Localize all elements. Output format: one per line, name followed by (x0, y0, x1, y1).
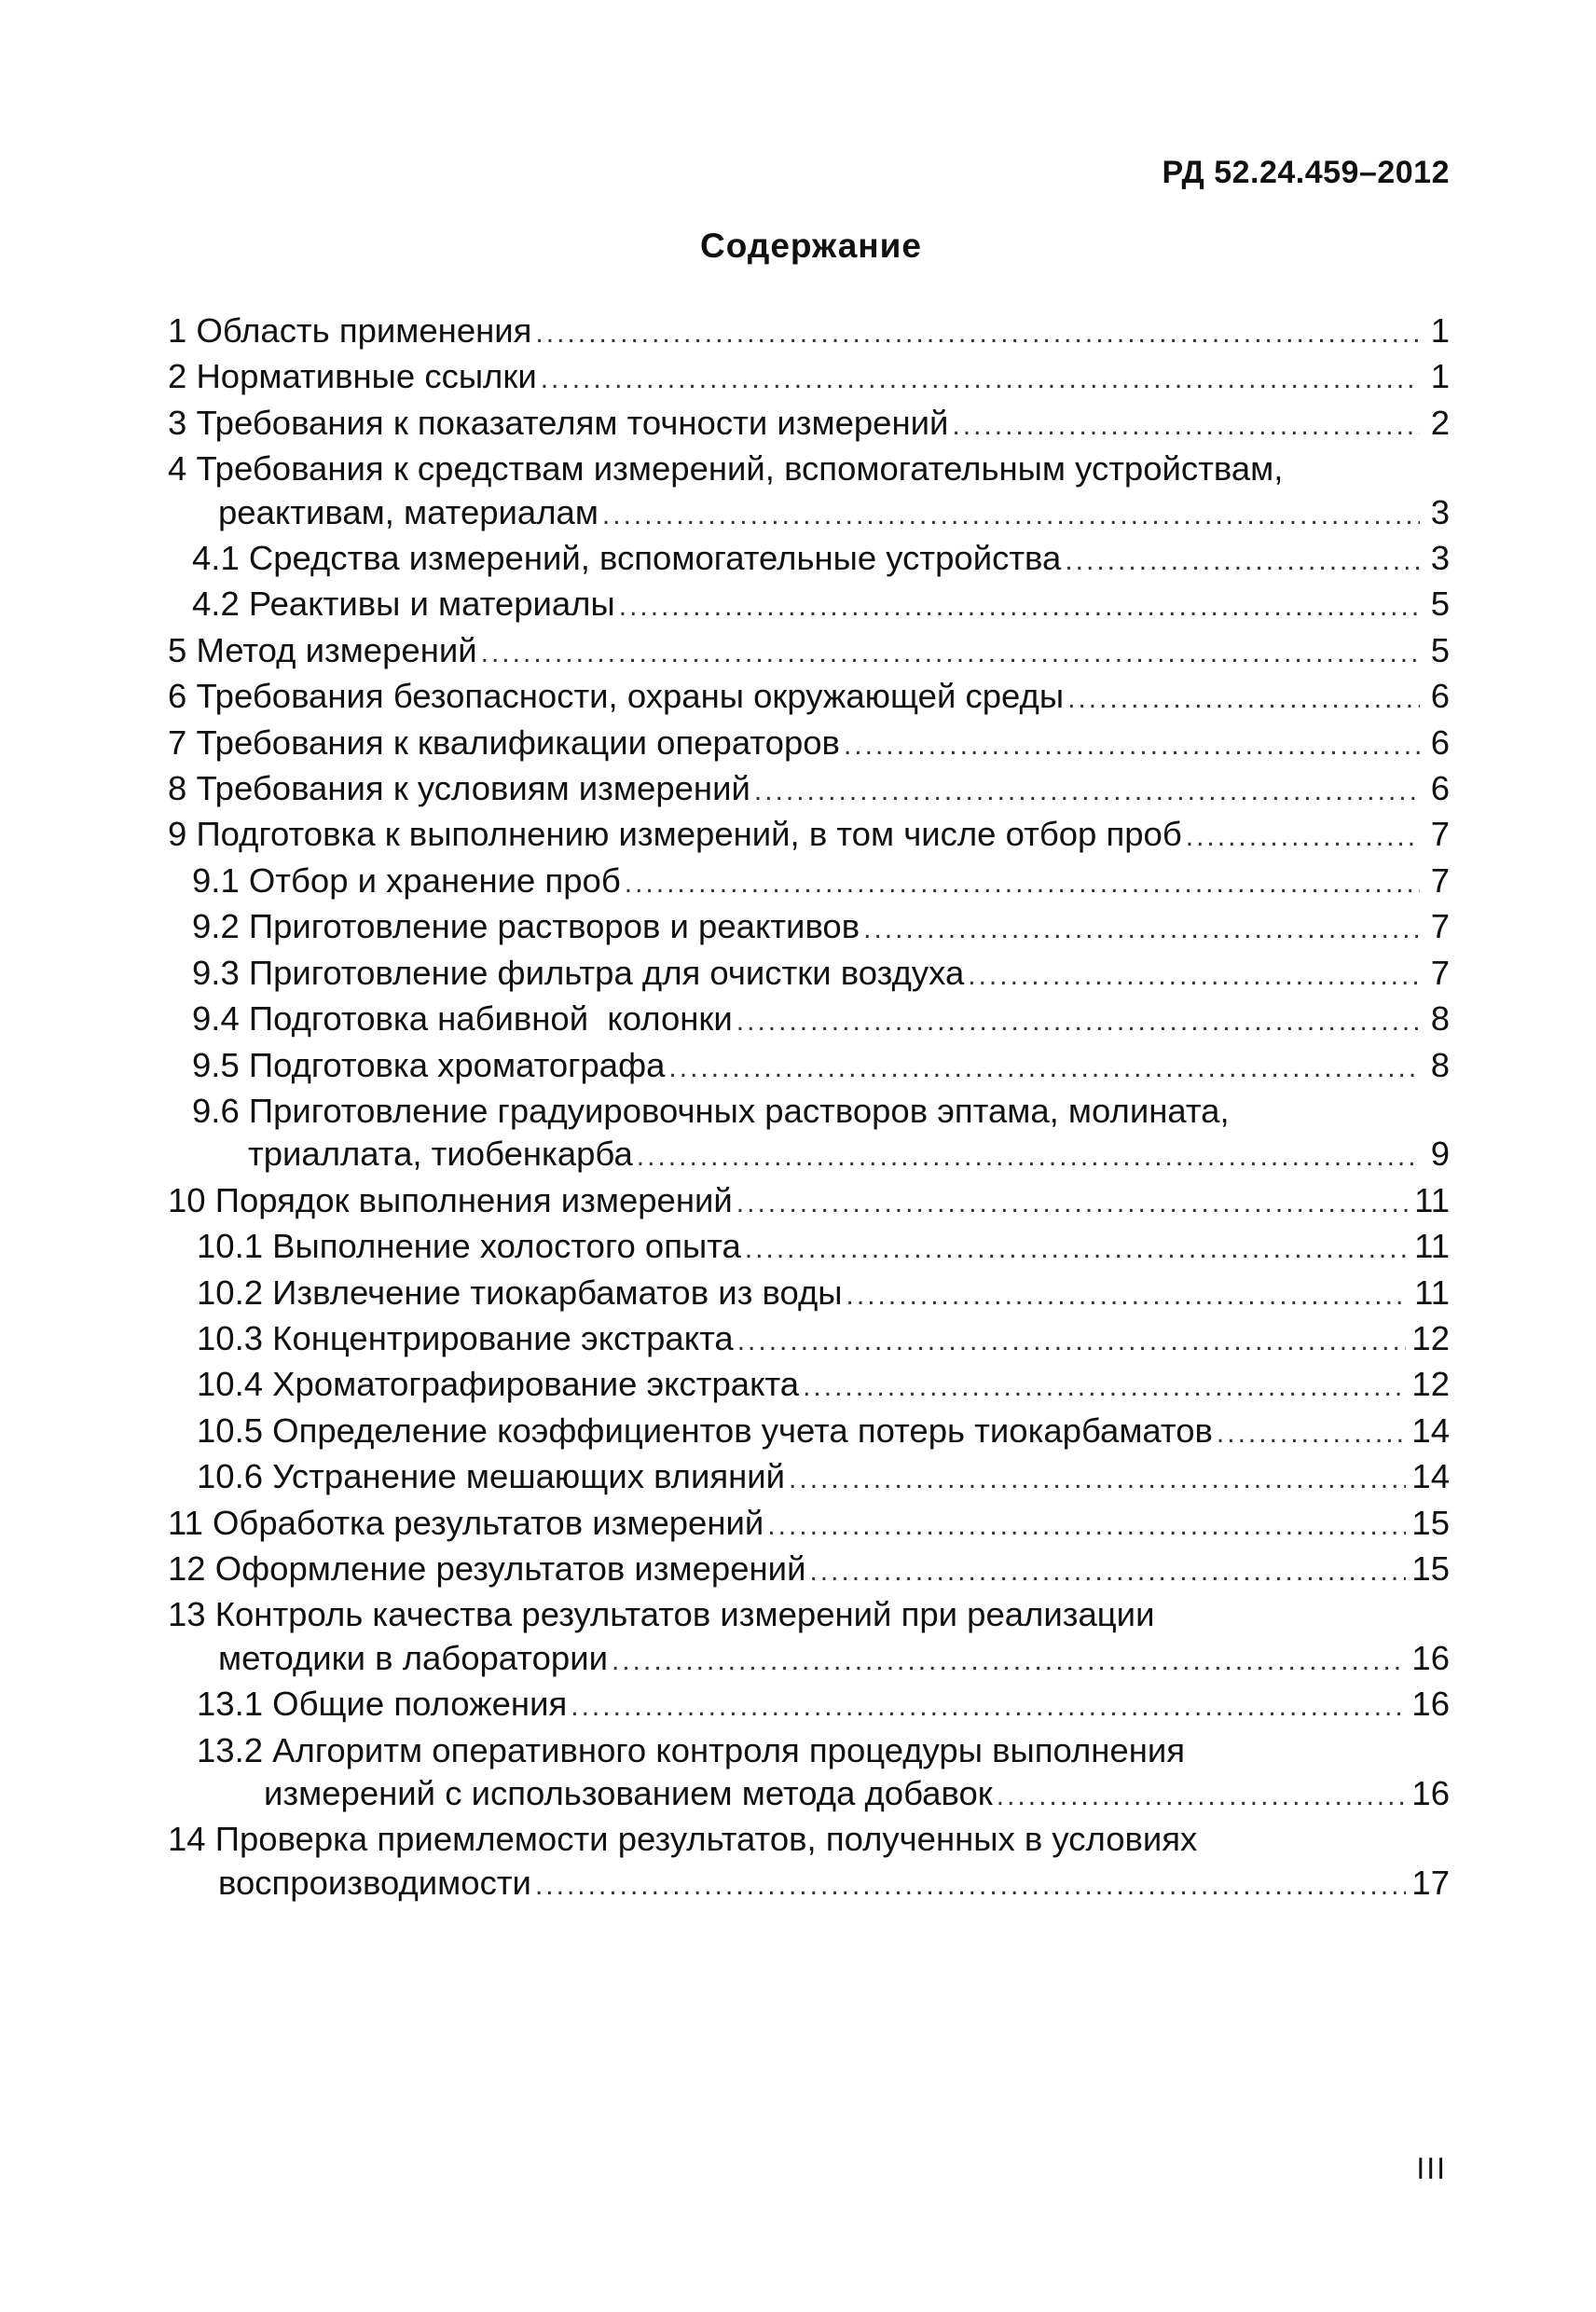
toc-entry-text: 10.1 Выполнение холостого опыта (197, 1227, 741, 1266)
dot-leader (968, 955, 1420, 998)
toc-page-number: 7 (1430, 907, 1450, 946)
toc-entry-text: 10.5 Определение коэффициентов учета потерь тиокарбаматов (197, 1411, 1213, 1450)
dot-leader (789, 1458, 1406, 1501)
toc-page-number: 12 (1411, 1318, 1450, 1357)
toc-entry-text: 8 Требования к условиям измерений (168, 769, 750, 808)
dot-leader (767, 1505, 1406, 1548)
toc-entry-9-6[interactable] (168, 1090, 1450, 1179)
toc-entry-text: 4.2 Реактивы и материалы (192, 585, 615, 624)
toc-entry-10-3[interactable] (168, 1317, 1450, 1363)
toc-entry-text: 9.4 Подготовка набивной колонки (192, 999, 733, 1039)
toc-entry-text: 9.6 Приготовление градуировочных растворов эптама, молината, (192, 1091, 1230, 1130)
toc-entry-4-1[interactable] (168, 537, 1450, 583)
toc-entry-text: 9.2 Приготовление растворов и реактивов (192, 907, 860, 946)
toc-entry-text: 1 Область применения (168, 311, 532, 350)
dot-leader (535, 1865, 1406, 1907)
toc-entry-12[interactable] (168, 1548, 1450, 1593)
toc-entry-10-2[interactable] (168, 1272, 1450, 1317)
toc-page-number: 3 (1430, 492, 1450, 531)
toc-entry-text: 6 Требования безопасности, охраны окружающей среды (168, 677, 1065, 716)
toc-entry-text: 9.5 Подготовка хроматографа (192, 1045, 666, 1084)
toc-entry-10-1[interactable] (168, 1225, 1450, 1271)
dot-leader (1217, 1412, 1406, 1455)
toc-page-number: 1 (1430, 357, 1450, 396)
dot-leader (863, 908, 1420, 951)
toc-entry-9-2[interactable] (168, 905, 1450, 951)
toc-page-number: 14 (1411, 1411, 1450, 1450)
toc-entry-2[interactable] (168, 355, 1450, 401)
toc-entry-10-6[interactable] (168, 1455, 1450, 1501)
toc-entry-10-5[interactable] (168, 1410, 1450, 1455)
toc-page-number: 16 (1411, 1774, 1450, 1812)
toc-page-number: 7 (1430, 815, 1450, 854)
document-code: РД 52.24.459–2012 (1162, 155, 1450, 190)
toc-entry-continuation: методики в лаборатории (218, 1638, 608, 1677)
toc-entry-13-1[interactable] (168, 1683, 1450, 1728)
toc-entry-text: 9.3 Приготовление фильтра для очистки воздуха (192, 953, 965, 992)
toc-entry-9-3[interactable] (168, 952, 1450, 998)
toc-entry-text: 13 Контроль качества результатов измерений при реализации (168, 1595, 1155, 1634)
dot-leader (481, 632, 1420, 675)
dot-leader (844, 724, 1420, 767)
toc-page-number: 8 (1430, 999, 1450, 1039)
toc-entry-10[interactable] (168, 1179, 1450, 1225)
toc-entry-text: 4.1 Средства измерений, вспомогательные устройства (192, 539, 1062, 578)
toc-entry-continuation: измерений с использованием метода добавок (264, 1774, 993, 1812)
dot-leader (571, 1686, 1406, 1728)
toc-page-number: 8 (1430, 1045, 1450, 1084)
dot-leader (809, 1550, 1406, 1593)
toc-page-number: 6 (1430, 722, 1450, 762)
toc-page-number: 3 (1430, 539, 1450, 578)
toc-entry-9-4[interactable] (168, 998, 1450, 1043)
toc-entry-4[interactable] (168, 447, 1450, 537)
dot-leader (612, 1640, 1406, 1683)
dot-leader (625, 862, 1420, 905)
dot-leader (952, 405, 1420, 447)
toc-entry-text: 5 Метод измерений (168, 630, 477, 669)
dot-leader (803, 1366, 1406, 1409)
toc-page-number: 15 (1411, 1503, 1450, 1542)
toc-entry-text: 13.2 Алгоритм оперативного контроля процедуры выполнения (197, 1730, 1186, 1769)
toc-entry-continuation: воспроизводимости (218, 1863, 531, 1902)
toc-title: Содержание (700, 227, 922, 265)
toc-page-number: 17 (1411, 1863, 1450, 1902)
dot-leader (602, 494, 1420, 537)
toc-page-number: 11 (1414, 1180, 1450, 1219)
toc-entry-text: 10 Порядок выполнения измерений (168, 1180, 733, 1219)
toc-entry-text: 11 Обработка результатов измерений (168, 1503, 764, 1542)
dot-leader (619, 585, 1420, 628)
dot-leader (1186, 816, 1420, 859)
toc-page-number: 1 (1430, 311, 1450, 350)
dot-leader (1067, 678, 1420, 721)
toc-entry-text: 13.1 Общие положения (197, 1685, 568, 1724)
toc-entry-text: 3 Требования к показателям точности измерений (168, 403, 949, 442)
toc-entry-text: 10.2 Извлечение тиокарбаматов из воды (197, 1273, 843, 1312)
toc-page-number: 15 (1411, 1548, 1450, 1588)
toc-entry-8[interactable] (168, 767, 1450, 813)
toc-page-number: 7 (1430, 860, 1450, 900)
toc-entry-text: 9.1 Отбор и хранение проб (192, 860, 621, 900)
dot-leader (736, 1182, 1409, 1225)
dot-leader (745, 1228, 1409, 1271)
dot-leader (846, 1274, 1410, 1317)
toc-entry-9-1[interactable] (168, 860, 1450, 905)
toc-page-number: 14 (1411, 1457, 1450, 1496)
toc-page-number: 7 (1430, 953, 1450, 992)
toc-page-number: 11 (1414, 1273, 1450, 1312)
toc-entry-text: 14 Проверка приемлемости результатов, полученных в условиях (168, 1820, 1198, 1859)
dot-leader (736, 1000, 1420, 1043)
toc-entry-text: 7 Требования к квалификации операторов (168, 722, 840, 762)
table-of-contents (168, 310, 1450, 1907)
toc-entry-4-2[interactable] (168, 583, 1450, 628)
toc-entry-7[interactable] (168, 722, 1450, 767)
toc-entry-text: 9 Подготовка к выполнению измерений, в том числе отбор проб (168, 815, 1182, 854)
dot-leader (535, 312, 1420, 355)
toc-page-number: 16 (1411, 1638, 1450, 1677)
toc-page-number: 16 (1411, 1685, 1450, 1724)
toc-entry-13-2[interactable] (168, 1729, 1450, 1819)
toc-entry-text: 10.4 Хроматографирование экстракта (197, 1365, 800, 1404)
toc-entry-9-5[interactable] (168, 1044, 1450, 1090)
toc-entry-text: 2 Нормативные ссылки (168, 357, 537, 396)
page-number: III (1416, 2152, 1447, 2185)
toc-page-number: 6 (1430, 677, 1450, 716)
toc-entry-6[interactable] (168, 675, 1450, 721)
toc-entry-14[interactable] (168, 1818, 1450, 1907)
toc-page-number: 5 (1430, 630, 1450, 669)
dot-leader (737, 1320, 1407, 1363)
toc-entry-11[interactable] (168, 1502, 1450, 1548)
toc-entry-text: 10.3 Концентрирование экстракта (197, 1318, 734, 1357)
toc-entry-continuation: реактивам, материалам (218, 492, 598, 531)
toc-entry-5[interactable] (168, 629, 1450, 675)
toc-page-number: 9 (1430, 1135, 1450, 1174)
dot-leader (668, 1047, 1420, 1090)
toc-entry-3[interactable] (168, 402, 1450, 447)
toc-page-number: 2 (1430, 403, 1450, 442)
toc-entry-text: 10.6 Устранение мешающих влияний (197, 1457, 786, 1496)
dot-leader (754, 770, 1420, 813)
toc-page-number: 11 (1414, 1227, 1450, 1266)
dot-leader (637, 1135, 1420, 1178)
toc-entry-9[interactable] (168, 813, 1450, 859)
toc-page-number: 6 (1430, 769, 1450, 808)
dot-leader (1065, 540, 1420, 583)
toc-page-number: 5 (1430, 585, 1450, 624)
toc-page-number: 12 (1411, 1365, 1450, 1404)
dot-leader (997, 1775, 1407, 1818)
toc-entry-text: 4 Требования к средствам измерений, вспомогательным устройствам, (168, 449, 1284, 489)
dot-leader (541, 358, 1420, 401)
toc-entry-text: 12 Оформление результатов измерений (168, 1548, 806, 1588)
toc-entry-10-4[interactable] (168, 1363, 1450, 1409)
toc-entry-13[interactable] (168, 1593, 1450, 1683)
toc-entry-1[interactable] (168, 310, 1450, 355)
toc-entry-continuation: триаллата, тиобенкарба (248, 1135, 633, 1174)
